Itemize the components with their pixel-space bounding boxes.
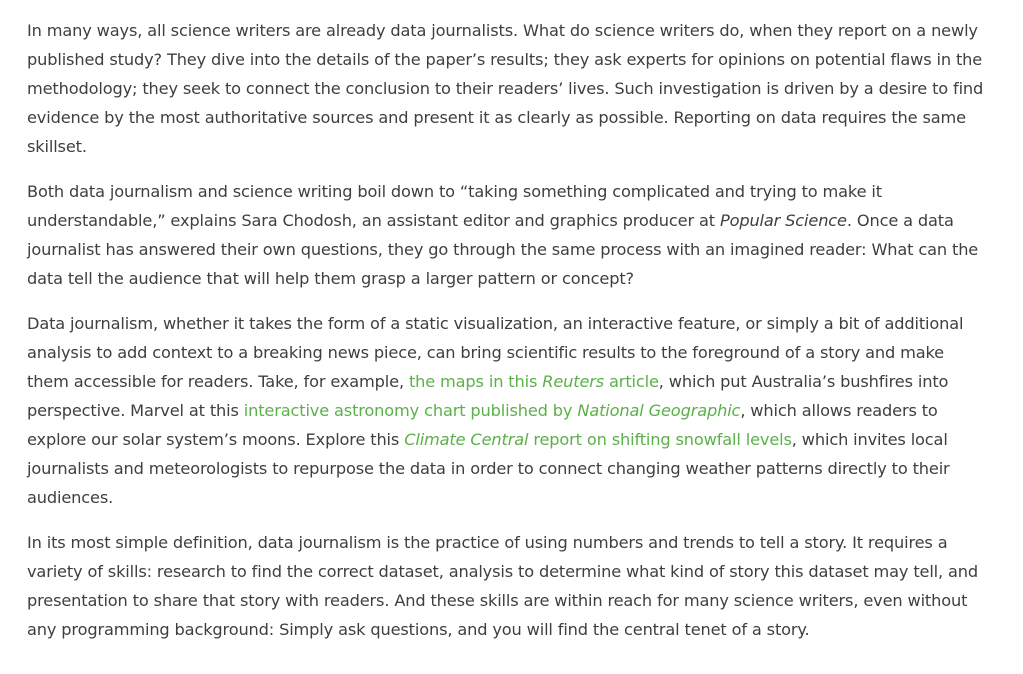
paragraph-3-mid-1: , which put Australia’s bushfires into perspective. Marvel at this: [27, 372, 949, 420]
paragraph-3-outro: , which invites local journalists and meteorologists to repurpose the data in order to connect changing weather patterns directly to their audiences.: [27, 430, 950, 507]
reuters-maps-link[interactable]: the maps in this Reuters article: [408, 372, 659, 391]
paragraph-2-text-after: . Once a data journalist has answered their own questions, they go through the same process with an imagined reader: What can the data tell the audience that will help them grasp a larger pattern or concept?: [27, 211, 979, 288]
paragraph-2-text-before: Both data journalism and science writing boil down to “taking something complicated and trying to make it understandable,” explains Sara Chodosh, an assistant editor and graphics producer at: [27, 182, 882, 230]
paragraph-2: [27, 177, 987, 293]
paragraph-3: [27, 309, 987, 512]
paragraph-3-mid-2: , which allows readers to explore our solar system’s moons. Explore this: [27, 401, 938, 449]
paragraph-4: In its most simple definition, data journalism is the practice of using numbers and trends to tell a story. It requires a variety of skills: research to find the correct dataset, analysis to determine what kind of story this dataset may tell, and presentation to share that story with readers. And these skills are within reach for many science writers, even without any programming background: Simply ask questions, and you will find the central tenet of a story.: [27, 533, 979, 639]
article-body: [27, 16, 987, 660]
climate-central-report-link[interactable]: Climate Central report on shifting snowfall levels: [404, 430, 792, 449]
publication-popular-science: Popular Science: [719, 211, 847, 230]
paragraph-3-intro: Data journalism, whether it takes the form of a static visualization, an interactive feature, or simply a bit of additional analysis to add context to a breaking news piece, can bring scientific results to the foreground of a story and make them accessible for readers. Take, for example,: [27, 314, 964, 391]
national-geographic-chart-link[interactable]: interactive astronomy chart published by National Geographic: [243, 401, 741, 420]
paragraph-1: In many ways, all science writers are already data journalists. What do science writers do, when they report on a newly published study? They dive into the details of the paper’s results; they ask experts for opinions on potential flaws in the methodology; they seek to connect the conclusion to their readers’ lives. Such investigation is driven by a desire to find evidence by the most authoritative sources and present it as clearly as possible. Reporting on data requires the same skillset.: [27, 21, 984, 156]
